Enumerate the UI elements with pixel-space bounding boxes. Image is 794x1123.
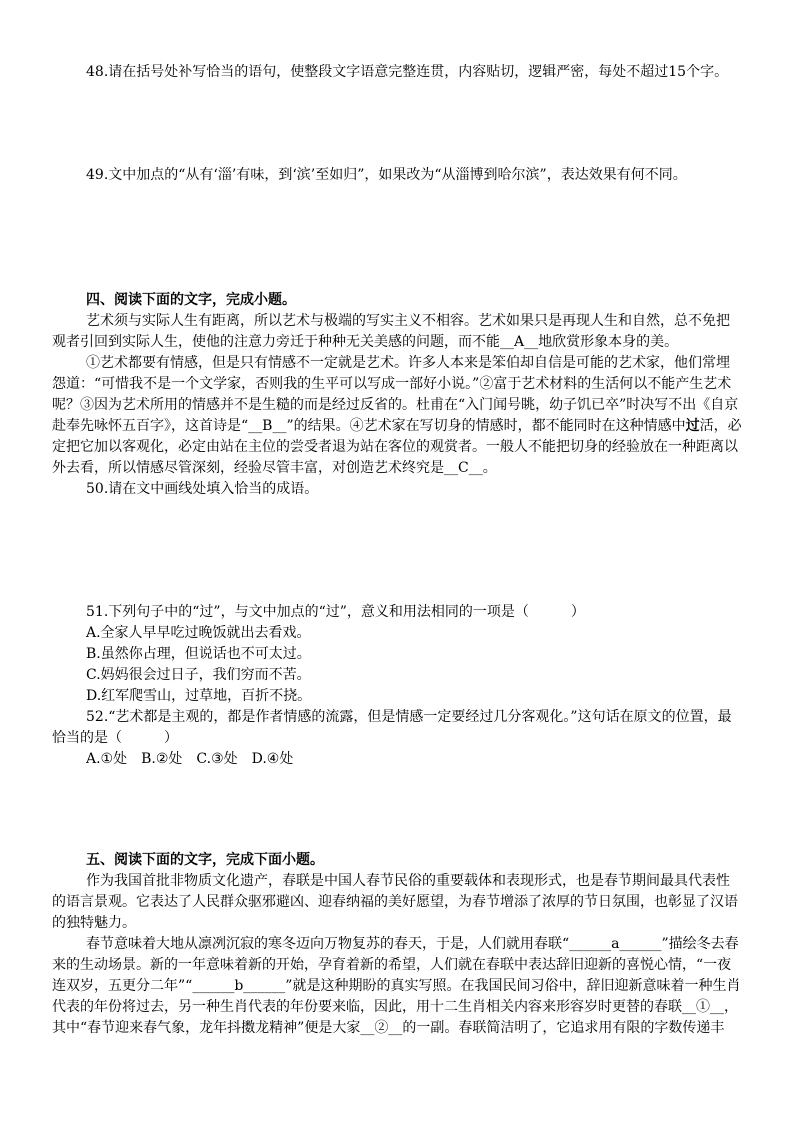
section-5 [52,850,742,1039]
question-51-option-d: D.红军爬雪山，过草地，百折不挠。 [86,688,312,704]
paragraph-text: 的一副。春联简洁明了，它追求用有限的字数传递丰 [402,1020,725,1036]
question-48 [52,62,742,83]
question-49-text: 49.文中加点的“从有‘淄’有味，到‘滨’至如归”，如果改为“从淄博到哈尔滨”，表达效果有何不同。 [86,167,687,183]
question-51-option-b: B.虽然你占理，但说话也不可太过。 [86,646,311,662]
paragraph-text: 艺术须与实际人生有距离，所以艺术与极端的写实主义不相容。艺术如果只是再现人生和自然，总不免把观者引回到实际人生，使他的注意力旁迁于种种无关美感的问题，而不能 [52,313,730,350]
section-4 [52,290,742,500]
question-49 [52,165,742,186]
paragraph-text: ”描绘冬去春来的生动场景。新的一年意味着新的开始，孕育着新的希望，人们就在春联中表达辞旧迎新的喜悦心情，“一夜连双岁，五更分二年”“ [52,936,739,994]
blank-2: __②__ [360,1020,403,1036]
paragraph-text: 活，必定把它加以客观化，必定由站在主位的尝受者退为站在客位的观赏者。一般人不能把切身的经验放在一种距离以外去看，所以情感尽管深刻，经验尽管丰富，对创造艺术终究是 [52,418,742,476]
section-4-paragraph-2 [52,353,742,479]
section-5-paragraph-2 [52,934,742,1039]
section-5-paragraph-1: 作为我国首批非物质文化遗产，春联是中国人春节民俗的重要载体和表现形式，也是春节期间最具代表性的语言景观。它表达了人民群众驱邪避凶、迎春纳福的美好愿望，为春节增添了浓厚的节日氛围，也彰显了汉语的独特魅力。 [52,873,738,931]
blank-1: __①__ [682,999,724,1015]
paragraph-text: ①艺术都要有情感，但是只有情感不一定就是艺术。许多人本来是笨伯却自信是可能的艺术家，他们常埋怨道：“可惜我不是一个文学家，否则我的生平可以写成一部好小说。”②富于艺术材料的生活何以不能产生艺术呢？③因为艺术所用的情感并不是生糙的而是经过反省的。杜甫在“入门闻号眺，幼子饥已卒”时决写不出《自京赴奉先咏怀五百字》，这首诗是“ [52,355,739,434]
paragraph-text: 地欣赏形象本身的美。 [538,334,679,350]
question-52-options: A.①处 B.②处 C.③处 D.④处 [86,751,294,767]
paragraph-text: 。 [482,460,497,476]
blank-a: __A__ [500,334,539,350]
section-5-heading: 五、阅读下面的文字，完成下面小题。 [86,852,324,868]
blank-b: __B__ [248,418,287,434]
paragraph-text: ，其中“春节迎来春气象，龙年抖擞龙精神”便是大家 [52,999,738,1036]
question-52-stem: 52.“艺术都是主观的，都是作者情感的流露，但是情感一定要经过几分客观化。”这句话在原文的位置，最恰当的是（ ） [52,709,732,746]
paragraph-text: ”的结果。④艺术家在写切身的情感时，都不能同时在这种情感中 [286,418,686,434]
blank-c: __C__ [444,460,483,476]
question-48-text: 48.请在括号处补写恰当的语句，使整段文字语意完整连贯，内容贴切，逻辑严密，每处不超过15个字。 [86,64,729,80]
section-4-paragraph-1 [52,311,742,353]
blank-b: ______b______ [192,978,286,994]
question-51 [52,602,742,770]
question-51-option-c: C.妈妈很会过日子，我们穷而不苦。 [86,667,311,683]
paragraph-text: ”就是这种期盼的真实写照。在我国民间习俗中，辞旧迎新意味着一种生肖代表的年份将过去，另一种生肖代表的年份要来临，因此，用十二生肖相关内容来形容岁时更替的春联 [52,978,741,1015]
paragraph-text: 春节意味着大地从凛冽沉寂的寒冬迈向万物复苏的春天，于是，人们就用春联“ [86,936,570,952]
question-51-option-a: A.全家人早早吃过晚饭就出去看戏。 [86,625,311,641]
blank-a: ______a______ [569,936,662,952]
question-51-stem: 51.下列句子中的“过”，与文中加点的“过”，意义和用法相同的一项是（ ） [86,604,585,620]
dotted-word-guo: 过 [685,418,700,434]
section-4-heading: 四、阅读下面的文字，完成小题。 [86,292,296,308]
question-50: 50.请在文中画线处填入恰当的成语。 [86,481,319,497]
